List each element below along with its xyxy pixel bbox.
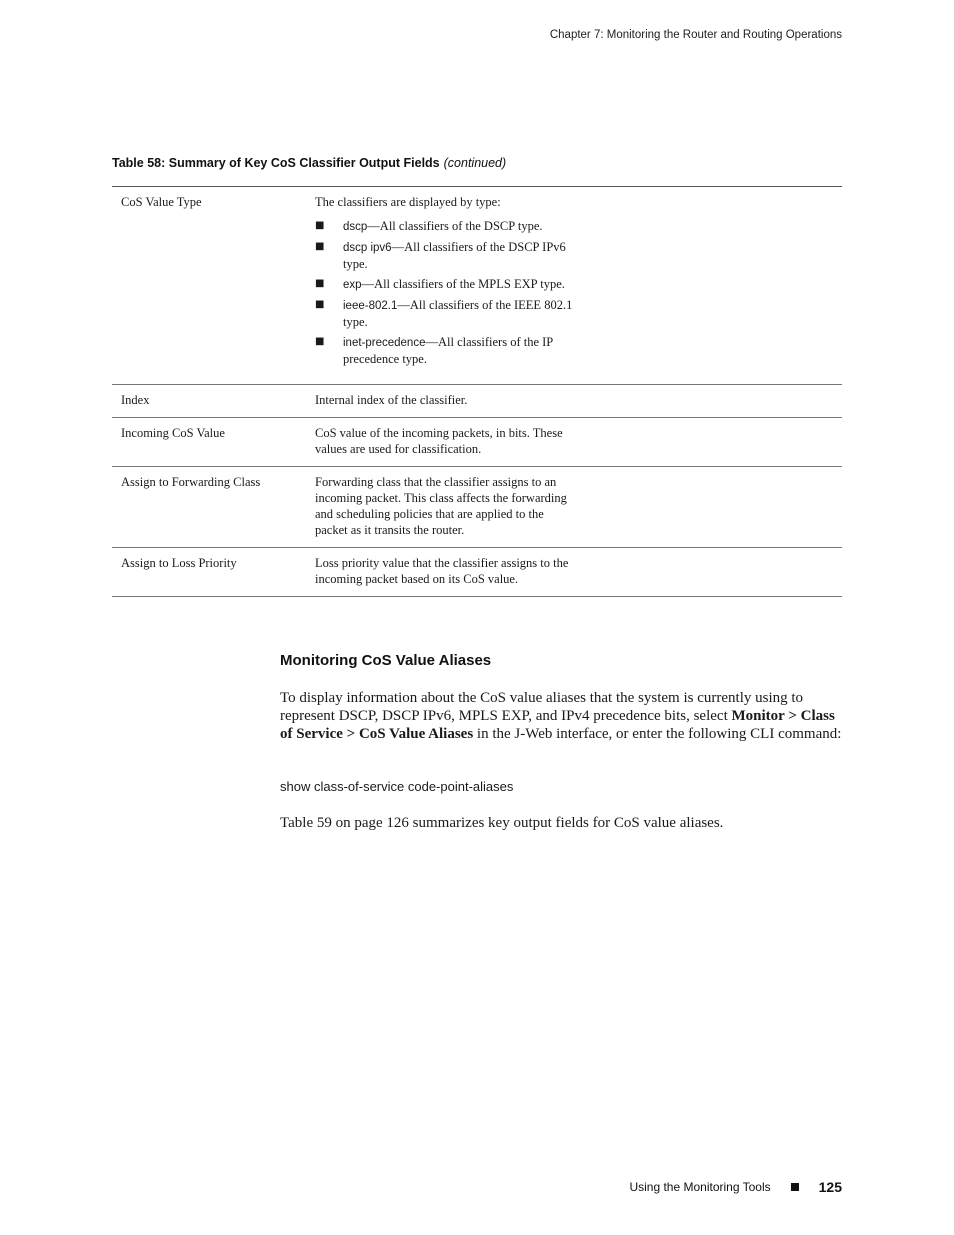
paragraph-text: in the J-Web interface, or enter the following CLI command: — [473, 726, 842, 742]
classifier-type-list — [315, 218, 575, 367]
bullet-square-icon: ■ — [315, 241, 325, 252]
classifier-desc: —All classifiers of the DSCP IPv6 type. — [343, 240, 566, 271]
field-description — [315, 187, 575, 384]
classifier-code: dscp — [343, 221, 368, 233]
list-item — [315, 276, 575, 293]
bullet-square-icon: ■ — [315, 278, 325, 289]
body-paragraph — [280, 689, 844, 743]
page-footer — [629, 1179, 842, 1195]
menu-path-cos-value-aliases: CoS Value Aliases — [358, 726, 474, 742]
table-row — [112, 467, 842, 548]
bullet-square-icon: ■ — [315, 220, 325, 231]
list-item — [315, 297, 575, 330]
footer-section-title: Using the Monitoring Tools — [629, 1180, 771, 1194]
list-item — [315, 218, 575, 235]
classifier-code: dscp ipv6 — [343, 242, 392, 254]
cli-command: show class-of-service code-point-aliases — [280, 779, 514, 794]
field-name: Assign to Forwarding Class — [121, 475, 261, 489]
footer-square-icon — [791, 1183, 799, 1191]
page-number: 125 — [818, 1179, 842, 1195]
classifier-desc: —All classifiers of the IP precedence type. — [343, 335, 553, 366]
table-caption-continued: (continued) — [443, 156, 507, 170]
bullet-square-icon: ■ — [315, 299, 325, 310]
classifier-desc: —All classifiers of the DSCP type. — [367, 219, 543, 233]
field-name: Incoming CoS Value — [121, 426, 225, 440]
menu-path-separator: > — [784, 708, 801, 724]
menu-path-class-of-service: Class of Service — [280, 708, 835, 742]
field-name: CoS Value Type — [121, 195, 202, 209]
table-row — [112, 418, 842, 467]
field-name: Assign to Loss Priority — [121, 556, 237, 570]
body-paragraph: Table 59 on page 126 summarizes key output fields for CoS value aliases. — [280, 815, 724, 831]
field-description: Loss priority value that the classifier assigns to the incoming packet based on its CoS value. — [315, 556, 569, 586]
field-description: Forwarding class that the classifier assigns to an incoming packet. This class affects the forwarding and scheduling policies that are applied to the packet as it transits the router. — [315, 475, 567, 537]
table-row — [112, 385, 842, 418]
table-row — [112, 548, 842, 597]
table-caption — [112, 156, 506, 170]
classifier-code: ieee-802.1 — [343, 300, 398, 312]
classifier-desc: —All classifiers of the MPLS EXP type. — [361, 277, 565, 291]
table-caption-title: Table 58: Summary of Key CoS Classifier Output Fields — [112, 156, 440, 170]
description-text: The classifiers are displayed by type: — [315, 195, 501, 209]
field-name: Index — [121, 393, 150, 407]
classifier-desc: —All classifiers of the IEEE 802.1 type. — [343, 298, 573, 329]
running-header: Chapter 7: Monitoring the Router and Routing Operations — [549, 29, 842, 41]
bullet-square-icon: ■ — [315, 336, 325, 347]
field-description: CoS value of the incoming packets, in bits. These values are used for classification. — [315, 426, 563, 456]
list-item — [315, 239, 575, 272]
table-row — [112, 187, 842, 385]
field-description: Internal index of the classifier. — [315, 393, 468, 407]
classifier-code: exp — [343, 279, 362, 291]
section-heading: Monitoring CoS Value Aliases — [280, 652, 492, 669]
menu-path-monitor: Monitor — [731, 708, 785, 724]
output-fields-table — [112, 186, 842, 597]
paragraph-text: To display information about the CoS value aliases that the system is currently using to represent DSCP, DSCP IPv6, MPLS EXP, and IPv4 precedence bits, select — [280, 690, 804, 724]
menu-path-separator: > — [342, 726, 359, 742]
classifier-code: inet-precedence — [343, 337, 426, 349]
list-item — [315, 334, 575, 367]
